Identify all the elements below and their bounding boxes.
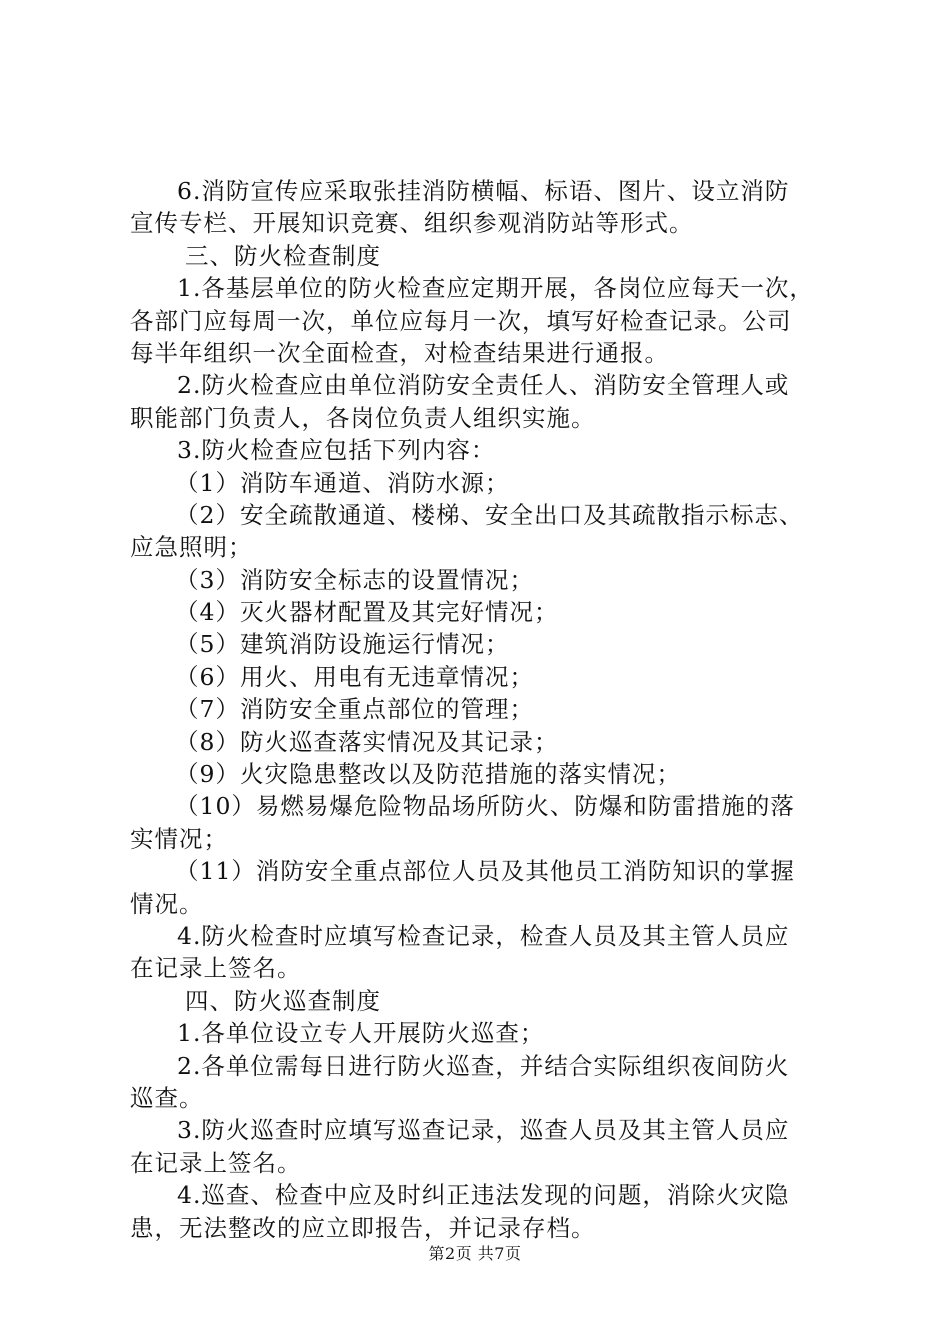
text-line: 应急照明； [130,533,253,562]
text-line: 4.巡查、检查中应及时纠正违法发现的问题，消除火灾隐 [177,1181,790,1210]
text-line: （1）消防车通道、消防水源； [175,468,510,497]
text-line: 巡查。 [130,1083,204,1112]
text-line: 每半年组织一次全面检查，对检查结果进行通报。 [130,338,669,367]
text-line: 6.消防宣传应采取张挂消防横幅、标语、图片、设立消防 [177,177,790,205]
text-line: 在记录上签名。 [130,954,302,983]
text-line: 1.各单位设立专人开展防火巡查； [177,1019,545,1048]
text-line: 职能部门负责人，各岗位负责人组织实施。 [130,403,596,432]
text-line: 情况。 [130,889,204,918]
text-line: 4.防火检查时应填写检查记录，检查人员及其主管人员应 [177,921,790,950]
text-line: 2.各单位需每日进行防火巡查，并结合实际组织夜间防火 [177,1051,790,1080]
text-line: 患，无法整改的应立即报告，并记录存档。 [130,1213,596,1242]
document-body [130,175,835,1244]
text-line: 各部门应每周一次，单位应每月一次，填写好检查记录。公司 [130,306,792,335]
text-line: 在记录上签名。 [130,1148,302,1177]
text-line: （9）火灾隐患整改以及防范措施的落实情况； [175,760,681,789]
text-line: 1.各基层单位的防火检查应定期开展，各岗位应每天一次， [177,274,814,303]
text-line: （11）消防安全重点部位人员及其他员工消防知识的掌握 [175,857,795,886]
text-line: 实情况； [130,824,228,853]
text-line: 四、防火巡查制度 [185,986,381,1015]
text-line: 3.防火检查应包括下列内容： [177,436,496,465]
text-line: （4）灭火器材配置及其完好情况； [175,598,559,627]
text-line: （7）消防安全重点部位的管理； [175,695,534,724]
text-line: 2.防火检查应由单位消防安全责任人、消防安全管理人或 [177,371,790,400]
text-line: （10）易燃易爆危险物品场所防火、防爆和防雷措施的落 [175,792,795,821]
text-line: 宣传专栏、开展知识竞赛、组织参观消防站等形式。 [130,209,694,238]
text-line: （3）消防安全标志的设置情况； [175,565,534,594]
page-footer: 第2页 共7页 [428,1244,522,1263]
text-line: 三、防火检查制度 [185,241,381,270]
text-line: （2）安全疏散通道、楼梯、安全出口及其疏散指示标志、 [175,500,804,529]
text-line: （8）防火巡查落实情况及其记录； [175,727,559,756]
text-line: 3.防火巡查时应填写巡查记录，巡查人员及其主管人员应 [177,1116,790,1145]
text-line: （6）用火、用电有无违章情况； [175,662,534,691]
text-line: （5）建筑消防设施运行情况； [175,630,510,659]
